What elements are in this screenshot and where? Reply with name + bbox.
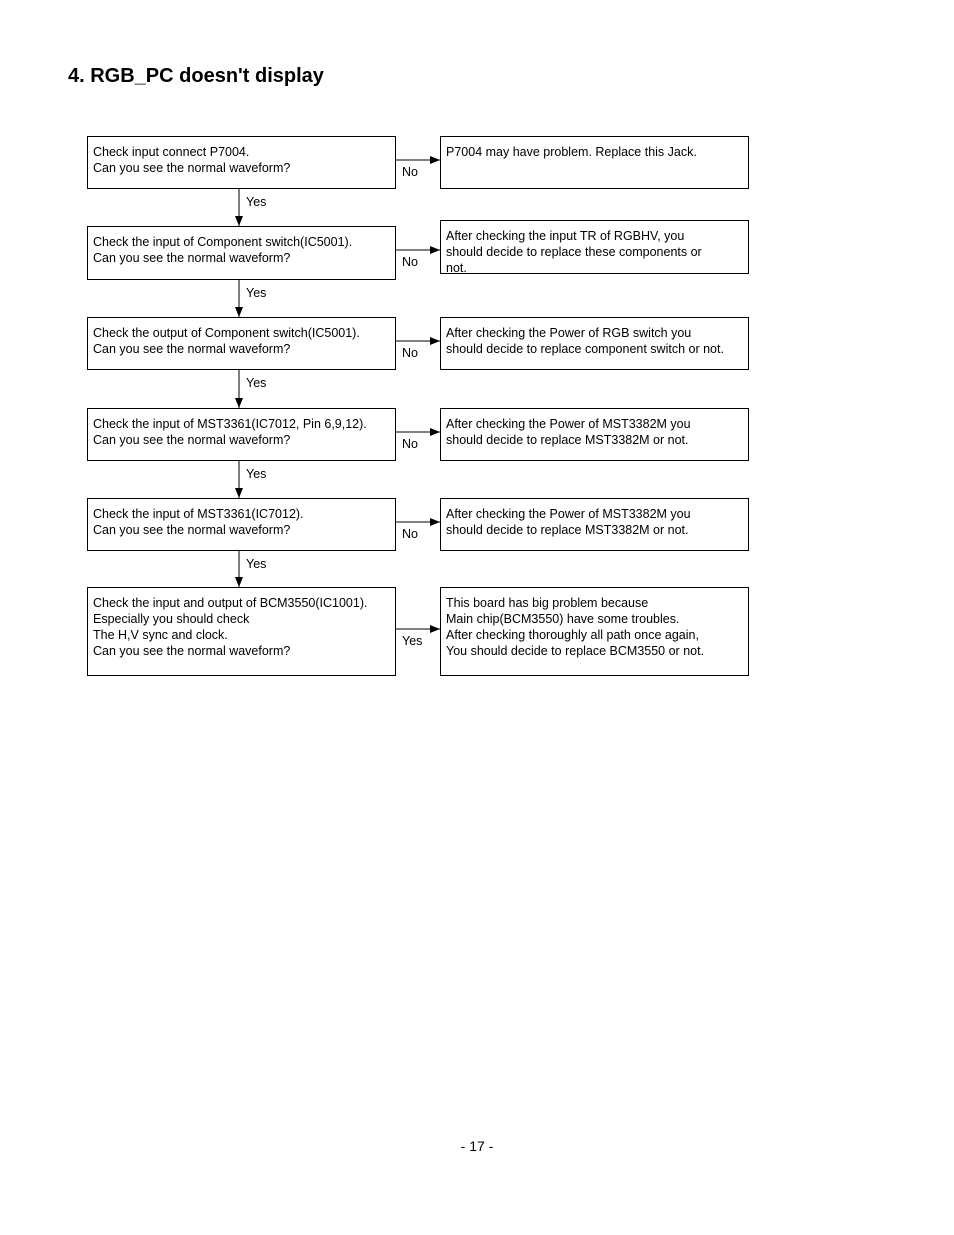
side-label-1: No bbox=[402, 165, 418, 179]
action-box-1-line: P7004 may have problem. Replace this Jack. bbox=[446, 145, 697, 159]
check-box-2-line: Can you see the normal waveform? bbox=[93, 251, 291, 265]
action-box-6-line: After checking thoroughly all path once again, bbox=[446, 628, 699, 642]
check-box-6-line: Especially you should check bbox=[93, 612, 250, 626]
side-label-3: No bbox=[402, 346, 418, 360]
action-box-5-line: After checking the Power of MST3382M you bbox=[446, 507, 691, 521]
check-box-6-line: Can you see the normal waveform? bbox=[93, 644, 291, 658]
action-box-6-line: This board has big problem because bbox=[446, 596, 649, 610]
action-box-5-line: should decide to replace MST3382M or not. bbox=[446, 523, 689, 537]
check-box-3 bbox=[87, 317, 396, 370]
check-box-1 bbox=[87, 136, 396, 189]
page-title: 4. RGB_PC doesn't display bbox=[68, 65, 324, 87]
check-box-6-line: The H,V sync and clock. bbox=[93, 628, 228, 642]
check-box-4-line: Can you see the normal waveform? bbox=[93, 433, 291, 447]
action-box-6-line: You should decide to replace BCM3550 or not. bbox=[446, 644, 705, 658]
down-label-4: Yes bbox=[246, 467, 267, 481]
check-box-6 bbox=[87, 587, 396, 676]
action-box-6 bbox=[440, 587, 749, 676]
check-box-3-line: Check the output of Component switch(IC5001). bbox=[93, 326, 360, 340]
check-box-5-line: Can you see the normal waveform? bbox=[93, 523, 291, 537]
action-box-3 bbox=[440, 317, 749, 370]
down-label-5: Yes bbox=[246, 557, 267, 571]
action-box-2 bbox=[440, 220, 749, 274]
side-label-6: Yes bbox=[402, 634, 423, 648]
down-label-1: Yes bbox=[246, 195, 267, 209]
check-box-2 bbox=[87, 226, 396, 280]
side-label-2: No bbox=[402, 255, 418, 269]
action-box-4 bbox=[440, 408, 749, 461]
action-box-3-line: After checking the Power of RGB switch you bbox=[446, 326, 692, 340]
check-box-5 bbox=[87, 498, 396, 551]
action-box-6-line: Main chip(BCM3550) have some troubles. bbox=[446, 612, 680, 626]
check-box-2-line: Check the input of Component switch(IC5001). bbox=[93, 235, 353, 249]
down-label-2: Yes bbox=[246, 286, 267, 300]
action-box-2-line: After checking the input TR of RGBHV, you bbox=[446, 229, 685, 243]
action-box-2-line: not. bbox=[446, 261, 467, 274]
side-label-5: No bbox=[402, 527, 418, 541]
check-box-4-line: Check the input of MST3361(IC7012, Pin 6,9,12). bbox=[93, 417, 367, 431]
check-box-6-line: Check the input and output of BCM3550(IC1001). bbox=[93, 596, 368, 610]
action-box-1 bbox=[440, 136, 749, 189]
action-box-3-line: should decide to replace component switch or not. bbox=[446, 342, 724, 356]
check-box-5-line: Check the input of MST3361(IC7012). bbox=[93, 507, 304, 521]
action-box-2-line: should decide to replace these components or bbox=[446, 245, 702, 259]
action-box-4-line: should decide to replace MST3382M or not. bbox=[446, 433, 689, 447]
action-box-4-line: After checking the Power of MST3382M you bbox=[446, 417, 691, 431]
check-box-1-line: Check input connect P7004. bbox=[93, 145, 250, 159]
page-number: - 17 - bbox=[460, 1138, 494, 1154]
action-box-5 bbox=[440, 498, 749, 551]
check-box-1-line: Can you see the normal waveform? bbox=[93, 161, 291, 175]
side-label-4: No bbox=[402, 437, 418, 451]
check-box-3-line: Can you see the normal waveform? bbox=[93, 342, 291, 356]
down-label-3: Yes bbox=[246, 376, 267, 390]
check-box-4 bbox=[87, 408, 396, 461]
